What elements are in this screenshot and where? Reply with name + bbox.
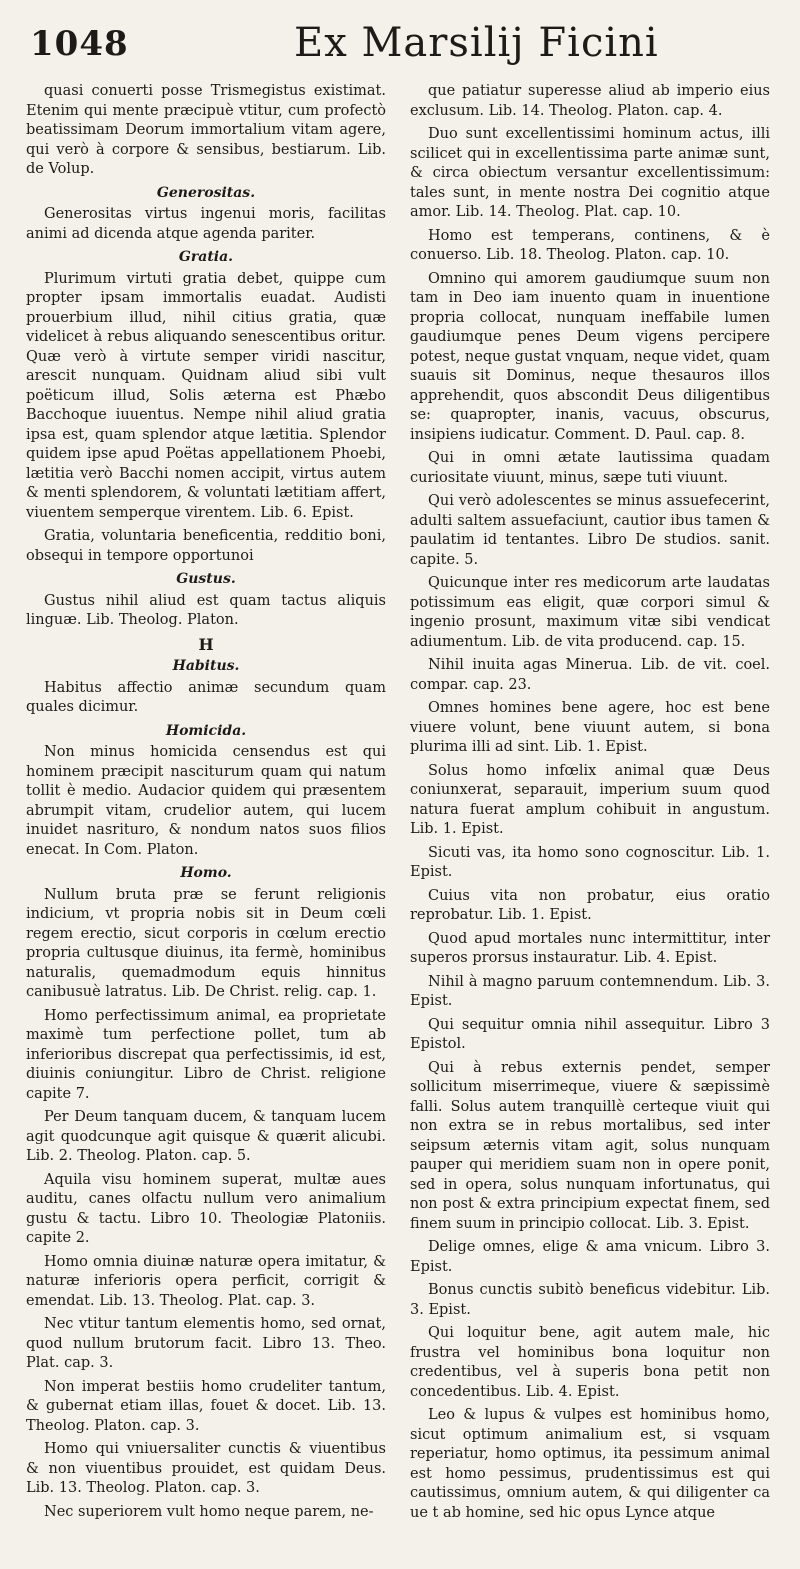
paragraph: quasi conuerti posse Trismegistus existimat. Etenim qui mente præcipuè vtitur, cum profectò beatissimam Deorum immortalium vitam agere, qui verò à corpore & sensibus, bestiarum. Lib. de Volup. bbox=[26, 83, 386, 177]
paragraph: Qui verò adolescentes se minus assuefecerint, adulti saltem assuefaciunt, cautior ibus tamen & paulatim id tentantes. Libro De studios. sanit. capite. 5. bbox=[410, 493, 770, 568]
paragraph: Quod apud mortales nunc intermittitur, inter superos prorsus instauratur. Lib. 4. Epist. bbox=[410, 930, 770, 966]
paragraph: Bonus cunctis subitò beneficus videbitur. Lib. 3. Epist. bbox=[410, 1282, 770, 1318]
section-heading: Habitus. bbox=[172, 658, 240, 674]
page-number: 1048 bbox=[30, 24, 129, 64]
section-letter: H bbox=[198, 634, 214, 654]
paragraph: Quicunque inter res medicorum arte laudatas potissimum eas eligit, quæ corpori simul & ingenio prosunt, maximum vitæ sibi vendicat adiumentum. Lib. de vita producend. cap. 15. bbox=[410, 575, 770, 650]
paragraph: Delige omnes, elige & ama vnicum. Libro 3. Epist. bbox=[410, 1239, 770, 1275]
paragraph: Nullum bruta præ se ferunt religionis indicium, vt propria nobis sit in Deum cœli regem erectio, sicut corporis in cœlum erectio propria cultusque diuinus, ita fermè, hominibus naturalis, quemadmodum equis hinnitus canibusuè latratus. Lib. De Christ. relig. cap. 1. bbox=[26, 886, 386, 1000]
right-column bbox=[410, 82, 770, 1527]
paragraph: Cuius vita non probatur, eius oratio reprobatur. Lib. 1. Epist. bbox=[410, 887, 770, 923]
paragraph: Habitus affectio animæ secundum quam quales dicimur. bbox=[26, 679, 386, 715]
paragraph: Homo qui vniuersaliter cunctis & viuentibus & non viuentibus prouidet, est quidam Deus. Lib. 13. Theolog. Platon. cap. 3. bbox=[26, 1441, 386, 1496]
page-header bbox=[26, 18, 770, 82]
paragraph: Qui sequitur omnia nihil assequitur. Libro 3 Epistol. bbox=[410, 1016, 770, 1052]
paragraph: Qui à rebus externis pendet, semper sollicitum miserrimeque, viuere & sæpissimè falli. Solus autem tranquillè certeque viuit qui non extra se in rebus mortalibus, sed inter seipsum æternis vitam agit, solus nunquam pauper qui meridiem suam non in opere ponit, sed in opera, solus nunquam infortunatus, qui non post & extra principium expectat finem, sed finem suum in principio collocat. Lib. 3. Epist. bbox=[410, 1059, 770, 1232]
paragraph: Homo omnia diuinæ naturæ opera imitatur, & naturæ inferioris opera perficit, corrigit & emendat. Lib. 13. Theolog. Plat. cap. 3. bbox=[26, 1253, 386, 1309]
paragraph: Nec vtitur tantum elementis homo, sed ornat, quod nullum brutorum facit. Libro 13. Theo. Plat. cap. 3. bbox=[26, 1316, 386, 1371]
section-heading: Gratia. bbox=[178, 249, 234, 265]
paragraph: Gustus nihil aliud est quam tactus aliquis linguæ. Lib. Theolog. Platon. bbox=[26, 592, 386, 628]
paragraph: Non minus homicida censendus est qui hominem præcipit nasciturum quam qui natum tollit è medio. Audacior quidem qui præsentem abrumpit vitam, crudelior autem, qui lucem inuidet nasrituro, & nondum natos suos filios enecat. In Com. Platon. bbox=[26, 744, 386, 858]
section-heading: Homo. bbox=[180, 865, 232, 881]
paragraph: Sicuti vas, ita homo sono cognoscitur. Lib. 1. Epist. bbox=[410, 844, 770, 880]
left-column bbox=[26, 82, 386, 1527]
paragraph: Nihil à magno paruum contemnendum. Lib. 3. Epist. bbox=[410, 973, 770, 1009]
paragraph: Homo est temperans, continens, & è conuerso. Lib. 18. Theolog. Platon. cap. 10. bbox=[410, 227, 770, 263]
paragraph: Leo & lupus & vulpes est hominibus homo, sicut optimum animalium est, si vsquam reperiatur, homo optimus, ita pessimum animal est homo pessimus, prudentissimus est qui cautissimus, omnium autem, & qui diligenter ca ue t ab homine, sed hic opus Lynce atque bbox=[410, 1407, 770, 1521]
paragraph: Solus homo infœlix animal quæ Deus coniunxerat, separauit, imperium suum quod natura fuerat amplum cohibuit in angustum. Lib. 1. Epist. bbox=[410, 762, 770, 837]
section-heading: Gustus. bbox=[176, 571, 236, 587]
paragraph: Non imperat bestiis homo crudeliter tantum, & gubernat etiam illas, fouet & docet. Lib. 13. Theolog. Platon. cap. 3. bbox=[26, 1378, 386, 1434]
paragraph: Per Deum tanquam ducem, & tanquam lucem agit quodcunque agit quisque & quærit alicubi. Lib. 2. Theolog. Platon. cap. 5. bbox=[26, 1109, 386, 1164]
paragraph: Plurimum virtuti gratia debet, quippe cum propter ipsam immortalis euadat. Audisti prouerbium illud, nihil citius gratia, quæ videlicet à rebus aliquando senescentibus oritur. Quæ verò à virtute semper viridi nascitur, arescit nunquam. Quidnam aliud sibi vult poëticum illud, Solis æterna est Phæbo Bacchoque iuuentus. Nempe nihil aliud gratia ipsa est, quam splendor atque lætitia. Splendor quidem ipse apud Poëtas appellationem Phoebi, lætitia verò Bacchi nomen accipit, virtus autem & menti splendorem, & voluntati lætitiam affert, viuentem semperque virentem. Lib. 6. Epist. bbox=[26, 270, 386, 521]
running-title: Ex Marsilij Ficini bbox=[294, 20, 659, 66]
paragraph: Aquila visu hominem superat, multæ aues auditu, canes olfactu nullum vero animalium gustu & tactu. Libro 10. Theologiæ Platoniis. capite 2. bbox=[26, 1171, 386, 1246]
paragraph: Gratia, voluntaria beneficentia, redditio boni, obsequi in tempore opportunoi bbox=[26, 528, 386, 564]
paragraph: Qui in omni ætate lautissima quadam curiositate viuunt, minus, sæpe tuti viuunt. bbox=[410, 450, 770, 486]
paragraph: Nihil inuita agas Mineruа. Lib. de vit. coel. compar. cap. 23. bbox=[410, 657, 770, 693]
paragraph: Qui loquitur bene, agit autem male, hic frustra vel hominibus bona loquitur non credentibus, vel à superis bona petit non concedentibus. Lib. 4. Epist. bbox=[410, 1325, 770, 1400]
paragraph: Generositas virtus ingenui moris, facilitas animi ad dicenda atque agenda pariter. bbox=[26, 206, 386, 242]
paragraph: Duo sunt excellentissimi hominum actus, illi scilicet qui in excellentissima parte animæ sunt, & circa obiectum versantur excellentissimum: tales sunt, in mente nostra Dei cognitio atque amor. Lib. 14. Theolog. Plat. cap. 10. bbox=[410, 126, 770, 220]
paragraph: Omnes homines bene agere, hoc est bene viuere volunt, bene viuunt autem, si bona plurima illi ad sint. Lib. 1. Epist. bbox=[410, 700, 770, 755]
section-heading: Homicida. bbox=[165, 722, 247, 739]
section-heading: Generositas. bbox=[156, 184, 256, 201]
paragraph: Omnino qui amorem gaudiumque suum non tam in Deo iam inuento quam in inuentione propria collocat, nunquam ineffabile lumen gaudiumque penes Deum vigens percipere potest, neque gustat vnquam, neque videt, quam suauis sit Dominus, neque thesauros illos apprehendit, quos abscondit Deus diligentibus se: quapropter, inanis, vacuus, obscurus, insipiens iudicatur. Comment. D. Paul. cap. 8. bbox=[410, 270, 770, 443]
paragraph: Homo perfectissimum animal, ea proprietate maximè tum perfectione pollet, tum ab inferioribus discrepat qua perfectissimis, id est, diuinis coniungitur. Libro de Christ. religione capite 7. bbox=[26, 1007, 386, 1102]
paragraph: que patiatur superesse aliud ab imperio eius exclusum. Lib. 14. Theolog. Platon. cap. 4. bbox=[410, 83, 770, 119]
paragraph: Nec superiorem vult homo neque parem, ne- bbox=[44, 1503, 374, 1520]
text-columns bbox=[26, 82, 770, 1527]
